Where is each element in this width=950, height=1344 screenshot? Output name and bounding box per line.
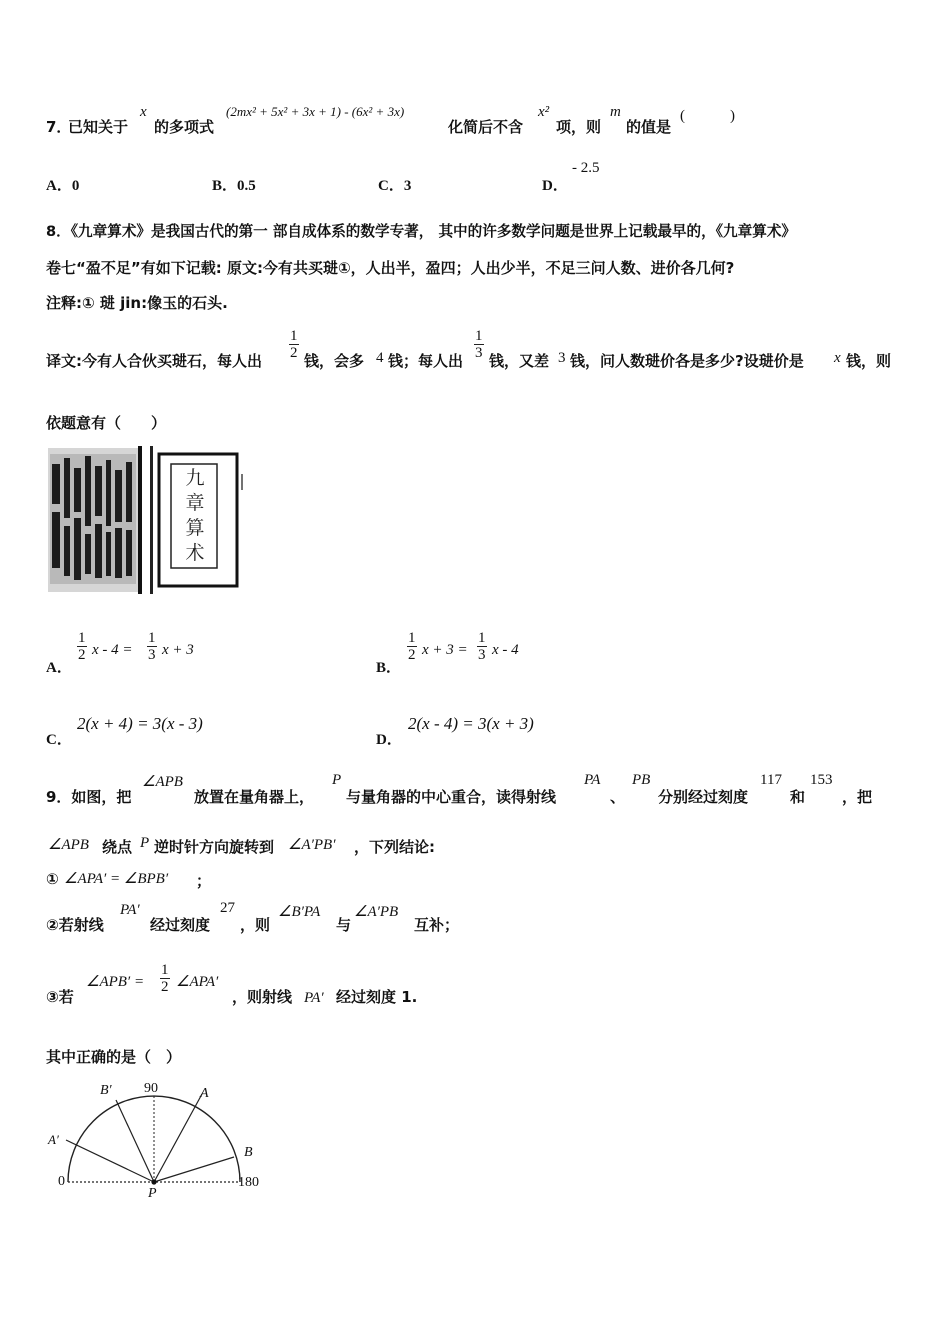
- q9-line-2: ∠APB 绕点 P 逆时针方向旋转到 ∠A′PB′ ，下列结论:: [48, 835, 435, 856]
- q9-conclusion-1: ① ∠APA′ = ∠BPB′ ；: [46, 870, 212, 890]
- book-char-4: 术: [185, 542, 205, 564]
- label-90: 90: [144, 1081, 158, 1096]
- label-P: P: [148, 1186, 157, 1201]
- q8-option-b[interactable]: B． $\frac{1}{2}$ x + 3 = $\frac{1}{3}$ x - 4: [376, 630, 519, 676]
- q8-line-3: 注释:① 琎 jin:像玉的石头.: [46, 294, 228, 312]
- q8-line-5: 依题意有（ ）: [46, 414, 167, 432]
- book-title-column: [184, 466, 206, 566]
- q8-line-4: 译文:今有人合伙买琎石，每人出 $\frac{1}{2}$ 钱，会多 4 钱；每人出 $\frac{1}{3}$ 钱，又差 3 钱，问人数琎价各是多少?设琎价是 x 钱，则: [46, 328, 892, 370]
- point-P: [151, 1179, 156, 1184]
- label-0: 0: [58, 1174, 65, 1189]
- label-A-prime: A′: [48, 1132, 59, 1147]
- book-char-1: 九: [185, 467, 205, 489]
- q7-option-c[interactable]: C．3: [378, 178, 412, 194]
- q7-option-b[interactable]: B．0.5: [212, 178, 256, 194]
- q8-option-a[interactable]: A． $\frac{1}{2}$ x - 4 = $\frac{1}{3}$ x + 3: [46, 630, 194, 676]
- q7-text-2: 的多项式: [154, 118, 215, 136]
- q8-option-c[interactable]: C． 2(x + 4) = 3(x - 3): [46, 714, 203, 748]
- q7-option-a[interactable]: A．0: [46, 178, 80, 194]
- q7-text-5: 的值是: [626, 118, 672, 136]
- q7-text-4: 项，则: [556, 118, 602, 136]
- q7-text-3: 化简后不含: [448, 118, 524, 136]
- q8-fraction-third: $\frac{1}{3}$: [475, 328, 483, 361]
- q9-conclusion-2: ②若射线 PA′ 经过刻度 27 ，则 ∠B′PA 与 ∠A′PB 互补；: [46, 900, 460, 934]
- label-180: 180: [238, 1175, 259, 1190]
- ray-PA-prime: [66, 1140, 154, 1182]
- q8-fraction-half: $\frac{1}{2}$: [290, 328, 298, 361]
- q7-answer-paren: ( ): [680, 108, 735, 124]
- protractor-diagram: [44, 1078, 268, 1206]
- label-B: B: [244, 1145, 253, 1160]
- q8-line-1: 8．《九章算术》是我国古代的第一 部自成体系的数学专著， 其中的许多数学问题是世界上记载最早的，《九章算术》: [46, 223, 797, 240]
- q9-conclusion-3: ③若 ∠APB′ = $\frac{1}{2}$ ∠APA′ ，则射线 PA′ 经过刻度 1.: [46, 962, 418, 1006]
- label-A: A: [200, 1086, 209, 1101]
- q9-ask: 其中正确的是（ ）: [46, 1048, 182, 1066]
- q7-var-m: m: [610, 104, 621, 120]
- q7-number: 7．: [46, 118, 72, 136]
- q8-option-d[interactable]: D． 2(x - 4) = 3(x + 3): [376, 714, 534, 748]
- book-char-2: 章: [185, 492, 205, 514]
- q7-var-x: x: [140, 104, 147, 120]
- label-B-prime: B′: [100, 1083, 112, 1098]
- q7-x-squared: x²: [538, 104, 550, 120]
- q7-polynomial: (2mx² + 5x² + 3x + 1) - (6x² + 3x): [226, 104, 405, 119]
- ray-PB-prime: [116, 1100, 154, 1182]
- q7-text-1: 已知关于: [68, 118, 129, 136]
- q7-option-d[interactable]: D． - 2.5: [542, 160, 600, 194]
- q8-line-2: 卷七“盈不足”有如下记载: 原文:今有共买琎①，人出半，盈四；人出少半，不足三问人数、进价各几何?: [46, 259, 735, 277]
- book-char-3: 算: [185, 517, 205, 539]
- q7-options: [46, 160, 746, 196]
- book-image: [46, 446, 244, 594]
- q9-line-1: 9．如图，把 ∠APB 放置在量角器上， P 与量角器的中心重合，读得射线 PA 、 PB 分别经过刻度 117 和 153 ，把: [46, 772, 873, 806]
